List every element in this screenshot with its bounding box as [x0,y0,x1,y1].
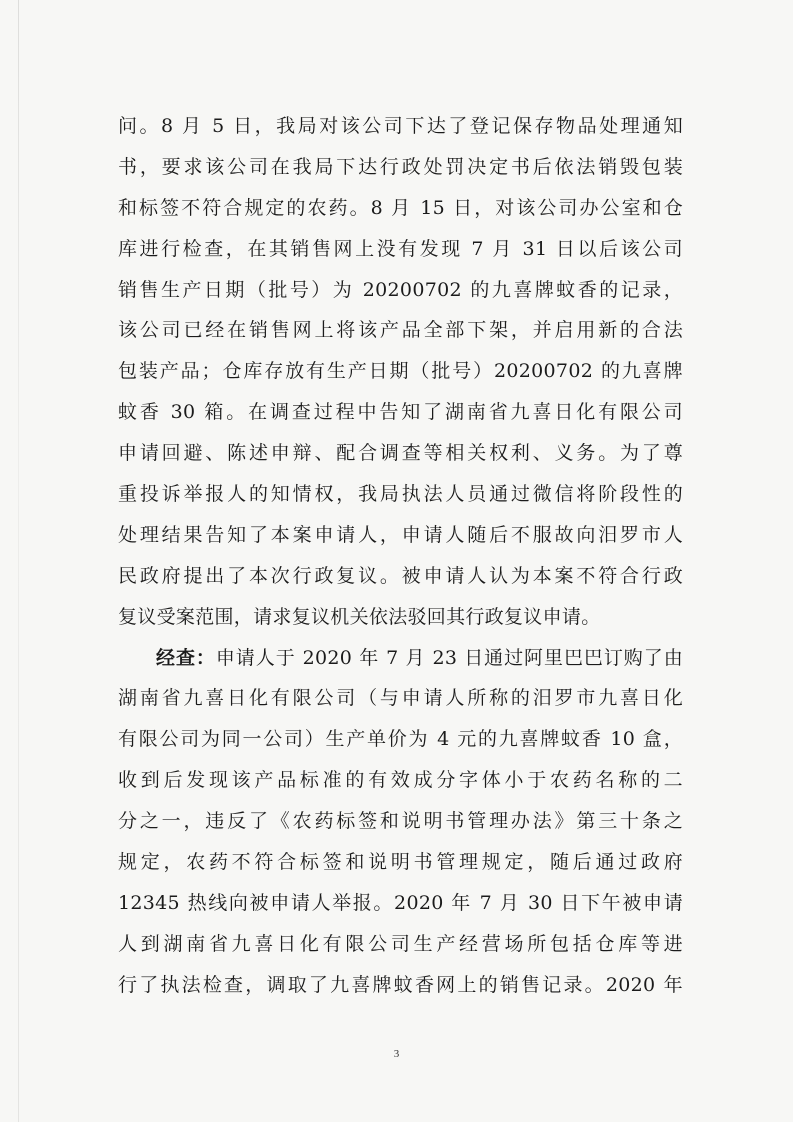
text-line: 湖南省九喜日化有限公司（与申请人所称的汨罗市九喜日化 [118,687,683,710]
text-line: 重投诉举报人的知情权，我局执法人员通过微信将阶段性的 [118,483,683,506]
paragraph-first-line [118,638,683,679]
text-line: 包装产品；仓库存放有生产日期（批号）20200702 的九喜牌 [118,360,683,383]
text-line: 问。8 月 5 日，我局对该公司下达了登记保存物品处理通知 [118,115,683,137]
text-line: 处理结果告知了本案申请人，申请人随后不服故向汨罗市人 [118,523,683,546]
scan-edge-line [18,0,19,1122]
text-line: 行了执法检查，调取了九喜牌蚊香网上的销售记录。2020 年 [118,973,683,996]
text-line: 书，要求该公司在我局下达行政处罚决定书后依法销毁包装 [118,155,683,178]
text-line: 分之一，违反了《农药标签和说明书管理办法》第三十条之 [118,810,683,833]
page-number: 3 [393,1048,400,1060]
text-line: 规定，农药不符合标签和说明书管理规定，随后通过政府 [118,851,683,874]
text-line: 12345 热线向被申请人举报。2020 年 7 月 30 日下午被申请 [118,891,683,914]
text-line: 蚊香 30 箱。在调查过程中告知了湖南省九喜日化有限公司 [118,401,683,424]
text-line: 复议受案范围，请求复议机关依法驳回其行政复议申请。 [118,605,601,628]
text-line: 人到湖南省九喜日化有限公司生产经营场所包括仓库等进 [118,932,683,955]
text-line: 库进行检查，在其销售网上没有发现 7 月 31 日以后该公司 [118,237,683,260]
text-line: 收到后发现该产品标准的有效成分字体小于农药名称的二 [118,769,683,792]
paragraph-first-line-text: 申请人于 2020 年 7 月 23 日通过阿里巴巴订购了由 [215,646,684,669]
text-line: 和标签不符合规定的农药。8 月 15 日，对该公司办公室和仓 [118,196,683,219]
body-text [118,106,683,1006]
text-line: 销售生产日期（批号）为 20200702 的九喜牌蚊香的记录， [118,278,683,301]
text-line: 民政府提出了本次行政复议。被申请人认为本案不符合行政 [118,564,683,587]
text-line: 有限公司为同一公司）生产单价为 4 元的九喜牌蚊香 10 盒， [118,728,683,751]
paragraph-lead-label: 经查： [156,646,216,669]
text-line: 该公司已经在销售网上将该产品全部下架，并启用新的合法 [118,319,683,342]
text-line: 申请回避、陈述申辩、配合调查等相关权利、义务。为了尊 [118,442,683,465]
